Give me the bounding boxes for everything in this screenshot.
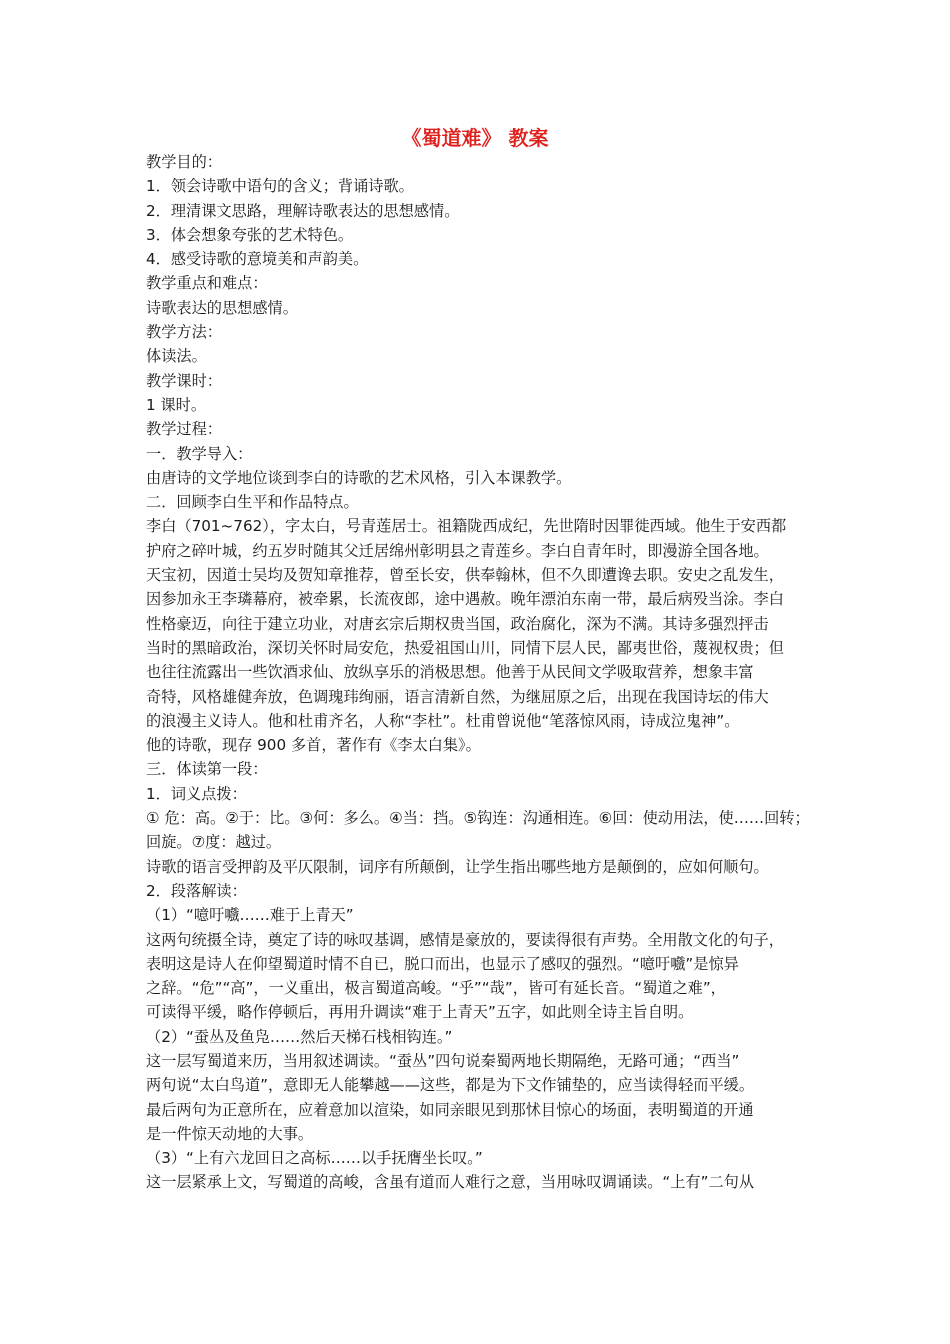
text-line: 这两句统摄全诗，奠定了诗的咏叹基调，感情是豪放的，要读得很有声势。全用散文化的句子，	[146, 930, 784, 949]
text-line: 最后两句为正意所在，应着意加以渲染，如同亲眼见到那怵目惊心的场面，表明蜀道的开通	[146, 1100, 754, 1119]
text-line: 教学课时：	[146, 371, 222, 390]
text-line: 3．体会想象夸张的艺术特色。	[146, 225, 354, 244]
text-line: 护府之碎叶城，约五岁时随其父迁居绵州彰明县之青莲乡。李白自青年时，即漫游全国各地。	[146, 541, 769, 560]
text-line: 二．回顾李白生平和作品特点。	[146, 493, 359, 512]
document-title: 《蜀道难》 教案	[401, 126, 549, 150]
text-line: 性格豪迈，向往于建立功业，对唐玄宗后期权贵当国，政治腐化，深为不满。其诗多强烈抨击	[146, 614, 769, 633]
text-line: 4．感受诗歌的意境美和声韵美。	[146, 250, 369, 269]
document-body	[146, 150, 810, 1195]
text-line: 当时的黑暗政治，深切关怀时局安危，热爱祖国山川，同情下层人民，鄙夷世俗，蔑视权贵；但	[146, 638, 784, 657]
text-line: 教学目的：	[146, 153, 222, 171]
text-line: 1．领会诗歌中语句的含义；背诵诗歌。	[146, 177, 414, 196]
text-line: 2．段落解读：	[146, 881, 247, 900]
text-line: （3）“上有六龙回日之高标……以手抚膺坐长叹。”	[146, 1149, 483, 1168]
text-line: 也往往流露出一些饮酒求仙、放纵享乐的消极思想。他善于从民间文学吸取营养，想象丰富	[146, 663, 754, 682]
text-line: 是一件惊天动地的大事。	[146, 1124, 314, 1143]
text-line: 诗歌的语言受押韵及平仄限制，词序有所颠倒，让学生指出哪些地方是颠倒的，应如何顺句。	[146, 857, 769, 876]
text-line: 由唐诗的文学地位谈到李白的诗歌的艺术风格，引入本课教学。	[146, 468, 572, 487]
text-line: 1．词义点拨：	[146, 784, 247, 803]
text-line: 两句说“太白鸟道”，意即无人能攀越——这些，都是为下文作铺垫的，应当读得轻而平缓。	[146, 1076, 755, 1095]
text-line: 三．体读第一段：	[146, 760, 268, 779]
text-line: 2．理清课文思路，理解诗歌表达的思想感情。	[146, 201, 460, 220]
text-line: （2）“蚕丛及鱼凫……然后天梯石栈相钩连。”	[146, 1027, 453, 1046]
text-line: 体读法。	[146, 347, 207, 366]
text-line: 他的诗歌，现存 900 多首，著作有《李太白集》。	[146, 736, 481, 755]
text-line: 之辞。“危”“高”，一义重出，极言蜀道高峻。“乎”“哉”，皆可有延长音。“蜀道之难”，	[146, 979, 726, 998]
text-line: 1 课时。	[146, 395, 207, 414]
text-line: 表明这是诗人在仰望蜀道时情不自已，脱口而出，也显示了感叹的强烈。“噫吁嚱”是惊异	[146, 954, 739, 973]
text-line: 的浪漫主义诗人。他和杜甫齐名，人称“李杜”。杜甫曾说他“笔落惊风雨，诗成泣鬼神”。	[146, 711, 740, 730]
text-line: 教学重点和难点：	[146, 274, 268, 293]
text-line: 因参加永王李璘幕府，被牵累，长流夜郎，途中遇赦。晚年漂泊东南一带，最后病殁当涂。李白	[146, 590, 784, 609]
text-line: 李白（701~762），字太白，号青莲居士。祖籍陇西成纪，先世隋时因罪徙西域。他生于安西都	[146, 517, 787, 536]
text-line: ① 危：高。②于：比。③何：多么。④当：挡。⑤钩连：沟通相连。⑥回：使动用法，使……回转；	[146, 809, 810, 828]
text-line: （1）“噫吁嚱……难于上青天”	[146, 906, 354, 925]
text-line: 奇特，风格雄健奔放，色调瑰玮绚丽，语言清新自然，为继屈原之后，出现在我国诗坛的伟大	[146, 687, 769, 706]
text-line: 这一层写蜀道来历，当用叙述调读。“蚕丛”四句说秦蜀两地长期隔绝，无路可通；“西当”	[146, 1051, 740, 1070]
text-line: 可读得平缓，略作停顿后，再用升调读“难于上青天”五字，如此则全诗主旨自明。	[146, 1003, 694, 1022]
text-line: 教学过程：	[146, 420, 222, 439]
text-line: 教学方法：	[146, 323, 222, 342]
text-line: 一．教学导入：	[146, 444, 253, 463]
text-line: 这一层紧承上文，写蜀道的高峻，含虽有道而人难行之意，当用咏叹调诵读。“上有”二句从	[146, 1173, 755, 1192]
text-line: 诗歌表达的思想感情。	[146, 298, 298, 317]
text-line: 天宝初，因道士吴均及贺知章推荐，曾至长安，供奉翰林，但不久即遭谗去职。安史之乱发生，	[146, 566, 784, 585]
text-line: 回旋。⑦度：越过。	[146, 833, 282, 852]
